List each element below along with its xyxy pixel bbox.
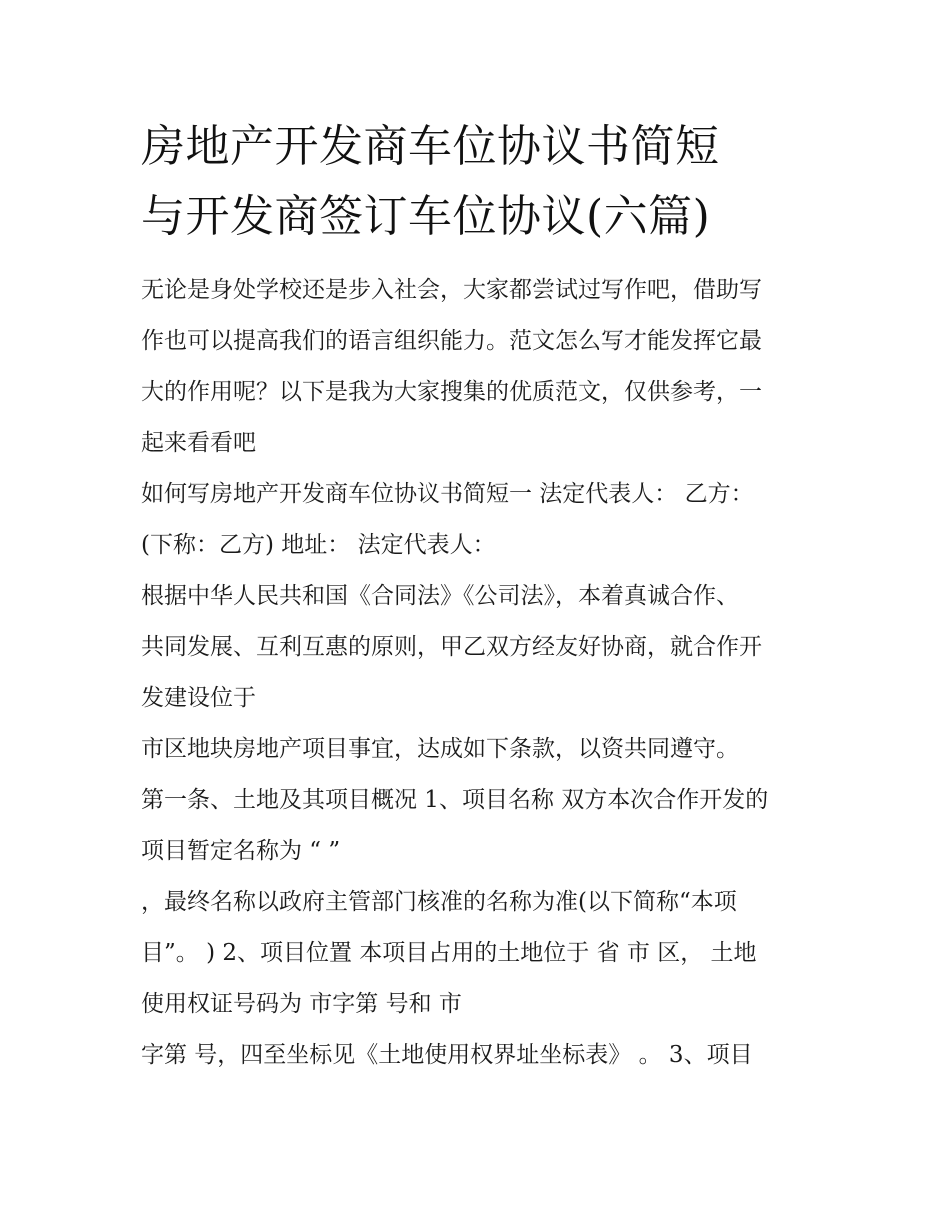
text-line-10: 市区地块房地产项目事宜，达成如下条款，以资共同遵守。: [141, 736, 739, 762]
text-line-15: 使用权证号码为 市字第 号和 市: [141, 991, 462, 1017]
text-line-2: 作也可以提高我们的语言组织能力。范文怎么写才能发挥它最: [141, 328, 762, 354]
text-line-6: (下称：乙方) 地址： 法定代表人：: [141, 532, 496, 558]
title-spacer: [141, 252, 813, 265]
text-line-7: 根据中华人民共和国《合同法》《公司法》，本着真诚合作、: [141, 583, 739, 609]
text-line-9: 发建设位于: [141, 685, 256, 711]
text-line-14: 目”。 ) 2、项目位置 本项目占用的土地位于 省 市 区， 土地: [141, 940, 757, 966]
text-line-1: 无论是身处学校还是步入社会，大家都尝试过写作吧，借助写: [141, 277, 762, 303]
text-line-4: 起来看看吧: [141, 430, 256, 456]
text-line-13: ，最终名称以政府主管部门核准的名称为准(以下简称“本项: [141, 889, 737, 915]
title-line-1: 房地产开发商车位协议书简短: [141, 121, 720, 172]
title-line-2: 与开发商签订车位协议(六篇): [141, 191, 711, 242]
text-line-8: 共同发展、互利互惠的原则，甲乙双方经友好协商，就合作开: [141, 634, 762, 660]
text-line-5: 如何写房地产开发商车位协议书简短一 法定代表人： 乙方：: [141, 481, 754, 507]
document-body: [141, 112, 813, 1081]
document-title: [141, 112, 813, 252]
text-line-3: 大的作用呢？以下是我为大家搜集的优质范文，仅供参考，一: [141, 379, 762, 405]
text-line-11: 第一条、土地及其项目概况 1、项目名称 双方本次合作开发的: [141, 787, 769, 813]
text-line-16: 字第 号，四至坐标见《土地使用权界址坐标表》 。 3、项目: [141, 1042, 753, 1068]
text-line-12: 项目暂定名称为 “ ”: [141, 838, 341, 864]
